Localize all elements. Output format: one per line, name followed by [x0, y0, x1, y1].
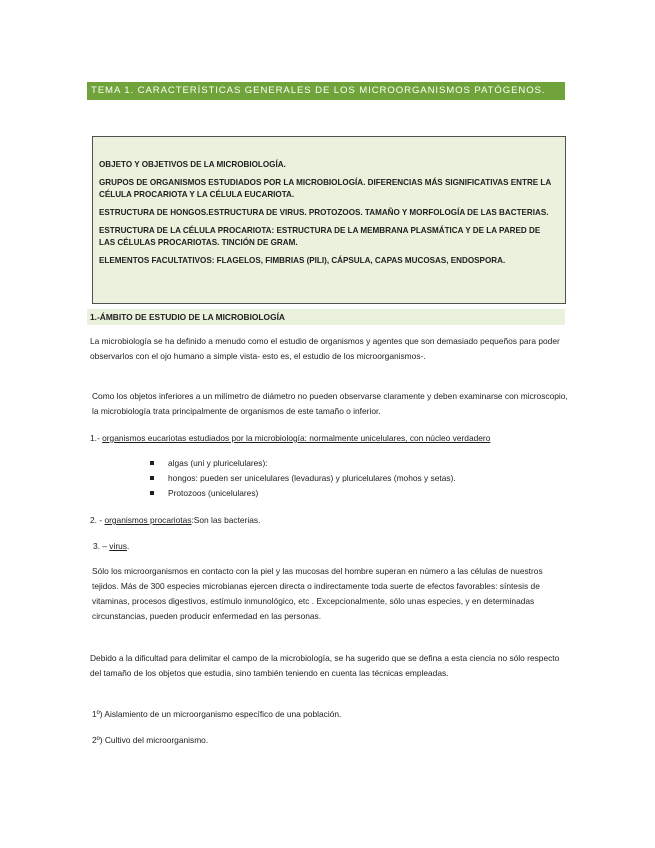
paragraph-definition: La microbiología se ha definido a menudo como el estudio de organismos y agentes que son demasiado pequeños para poder observarlos con el ojo humano a simple vista- esto es, el estudio de los microorganismos-.: [90, 336, 560, 361]
summary-item: GRUPOS DE ORGANISMOS ESTUDIADOS POR LA MICROBIOLOGÍA. DIFERENCIAS MÁS SIGNIFICATIVAS ENTRE LA CÉLULA PROCARIOTA Y LA CÉLULA EUCARIOTA.: [99, 178, 551, 199]
group-label-underlined: virus: [109, 541, 127, 551]
summary-item: OBJETO Y OBJETIVOS DE LA MICROBIOLOGÍA.: [99, 160, 286, 169]
group-description: :Son las bacterias.: [191, 515, 261, 525]
group-virus: [90, 539, 569, 554]
list-item-text: Protozoos (unicelulares): [168, 488, 259, 498]
bullet-icon: [150, 476, 154, 480]
list-item-text: algas (uni y pluricelulares):: [168, 458, 268, 468]
eucariotas-list: [150, 456, 456, 501]
group-procariotas: [90, 513, 566, 528]
step-isolation: 1º) Aislamiento de un microorganismo específico de una población.: [92, 709, 342, 719]
group-number: 3. –: [93, 541, 110, 551]
topic-summary-box: [92, 136, 566, 304]
paragraph-microbiota: Sólo los microorganismos en contacto con la piel y las mucosas del hombre superan en número a las células de nuestros tejidos. Más de 300 especies microbianas ejercen directa o indirectamente toda suerte de efectos favorables: síntesis de vitaminas, procesos digestivos, estímulo inmunológico, etc . Excepcionalmente, sólo unas especies, y en determinadas circunstancias, pueden producir enfermedad en las personas.: [92, 566, 543, 621]
section-heading: 1.-ÁMBITO DE ESTUDIO DE LA MICROBIOLOGÍA: [87, 309, 565, 325]
bullet-icon: [150, 491, 154, 495]
group-label-underlined: organismos eucariotas estudiados por la microbiología: normalmente unicelulares, con núcleo verdadero: [102, 433, 491, 443]
summary-item: ELEMENTOS FACULTATIVOS: FLAGELOS, FIMBRIAS (PILI), CÁPSULA, CAPAS MUCOSAS, ENDOSPORA.: [99, 256, 506, 265]
summary-item: ESTRUCTURA DE LA CÉLULA PROCARIOTA: ESTRUCTURA DE LA MEMBRANA PLASMÁTICA Y DE LA PARED DE LAS CÉLULAS PROCARIOTAS. TINCIÓN DE GRAM.: [99, 226, 541, 247]
list-item: [150, 456, 456, 471]
group-eucariotas: [90, 431, 566, 446]
list-item: [150, 471, 456, 486]
bullet-icon: [150, 461, 154, 465]
paragraph-size: Como los objetos inferiores a un milímetro de diámetro no pueden observarse claramente y deben examinarse con microscopio, la microbiología trata principalmente de organismos de este tamaño o inferior.: [92, 391, 568, 416]
group-description: .: [126, 541, 130, 551]
list-item-text: hongos: pueden ser unicelulares (levaduras) y pluricelulares (mohos y setas).: [168, 473, 456, 483]
group-number: 1.-: [90, 433, 103, 443]
step-culture: 2º) Cultivo del microorganismo.: [92, 735, 209, 745]
document-title: TEMA 1. CARACTERÍSTICAS GENERALES DE LOS MICROORGANISMOS PATÓGENOS.: [87, 82, 565, 100]
group-number: 2. -: [90, 515, 105, 525]
paragraph-techniques: Debido a la dificultad para delimitar el campo de la microbiología, se ha sugerido que se defina a esta ciencia no sólo respecto del tamaño de los objetos que estudia, sino también teniendo en cuenta las técnicas empleadas.: [90, 653, 560, 678]
list-item: [150, 486, 456, 501]
group-label-underlined: organismos procariotas: [104, 515, 192, 525]
summary-item: ESTRUCTURA DE HONGOS.ESTRUCTURA DE VIRUS. PROTOZOOS. TAMAÑO Y MORFOLOGÍA DE LAS BACTERIAS.: [99, 208, 549, 217]
